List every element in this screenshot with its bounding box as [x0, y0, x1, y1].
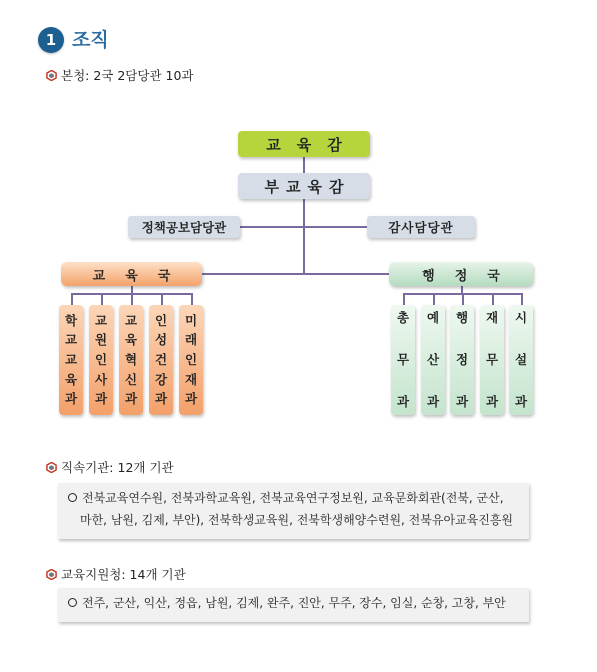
- headquarters-label: 본청: 2국 2담당관 10과: [61, 68, 194, 83]
- branch-line: [433, 293, 435, 305]
- hexagon-bullet-icon: [46, 569, 57, 580]
- direct-agencies-heading: 직속기관: 12개 기관: [61, 460, 174, 475]
- bureau-connector-line: [202, 273, 389, 275]
- officer-connector-line: [240, 226, 367, 228]
- section-title: 조직: [72, 29, 109, 51]
- branch-line: [101, 293, 103, 305]
- division-box: 교 원 인 사 과: [89, 305, 113, 415]
- support-offices-row: [46, 565, 186, 583]
- direct-agencies-row: [46, 458, 174, 476]
- division-box: 총 무 과: [391, 305, 415, 415]
- policy-pr-officer-box: 정책공보담당관: [128, 216, 240, 238]
- administration-bureau-box: 행정국: [389, 262, 533, 286]
- direct-agencies-box: [58, 483, 529, 539]
- circle-bullet-icon: [68, 493, 77, 502]
- direct-agencies-line2: 마한, 남원, 김제, 부안), 전북학생교육원, 전북학생해양수련원, 전북유아교육진흥원: [80, 513, 513, 527]
- division-box: 행 정 과: [450, 305, 474, 415]
- section-number-badge: 1: [38, 27, 64, 53]
- division-box: 예 산 과: [421, 305, 445, 415]
- branch-line: [131, 293, 133, 305]
- direct-agencies-line1: 전북교육연수원, 전북과학교육원, 전북교육연구정보원, 교육문화회관(전북, 군산,: [82, 491, 504, 505]
- branch-line: [462, 293, 464, 305]
- branch-line: [492, 293, 494, 305]
- support-offices-heading: 교육지원청: 14개 기관: [61, 567, 186, 582]
- support-offices-box: [58, 588, 529, 622]
- division-box: 미 래 인 재 과: [179, 305, 203, 415]
- deputy-superintendent-box: 부교육감: [238, 173, 370, 199]
- division-box: 인 성 건 강 과: [149, 305, 173, 415]
- division-box: 교 육 혁 신 과: [119, 305, 143, 415]
- hexagon-bullet-icon: [46, 70, 57, 81]
- audit-officer-box: 감사담당관: [367, 216, 475, 238]
- headquarters-row: [46, 66, 193, 84]
- branch-line: [161, 293, 163, 305]
- hexagon-bullet-icon: [46, 462, 57, 473]
- division-box: 시 설 과: [509, 305, 533, 415]
- branch-line: [131, 286, 133, 293]
- branch-line: [191, 293, 193, 305]
- branch-line: [71, 293, 73, 305]
- division-box: 학 교 교 육 과: [59, 305, 83, 415]
- branch-line: [461, 286, 463, 293]
- branch-line: [521, 293, 523, 305]
- branch-line: [403, 293, 405, 305]
- division-box: 재 무 과: [480, 305, 504, 415]
- circle-bullet-icon: [68, 598, 77, 607]
- education-bureau-box: 교육국: [61, 262, 202, 286]
- superintendent-box: 교육감: [238, 131, 370, 157]
- support-offices-line1: 전주, 군산, 익산, 정읍, 남원, 김제, 완주, 진안, 무주, 장수, 임실, 순창, 고창, 부안: [82, 596, 506, 610]
